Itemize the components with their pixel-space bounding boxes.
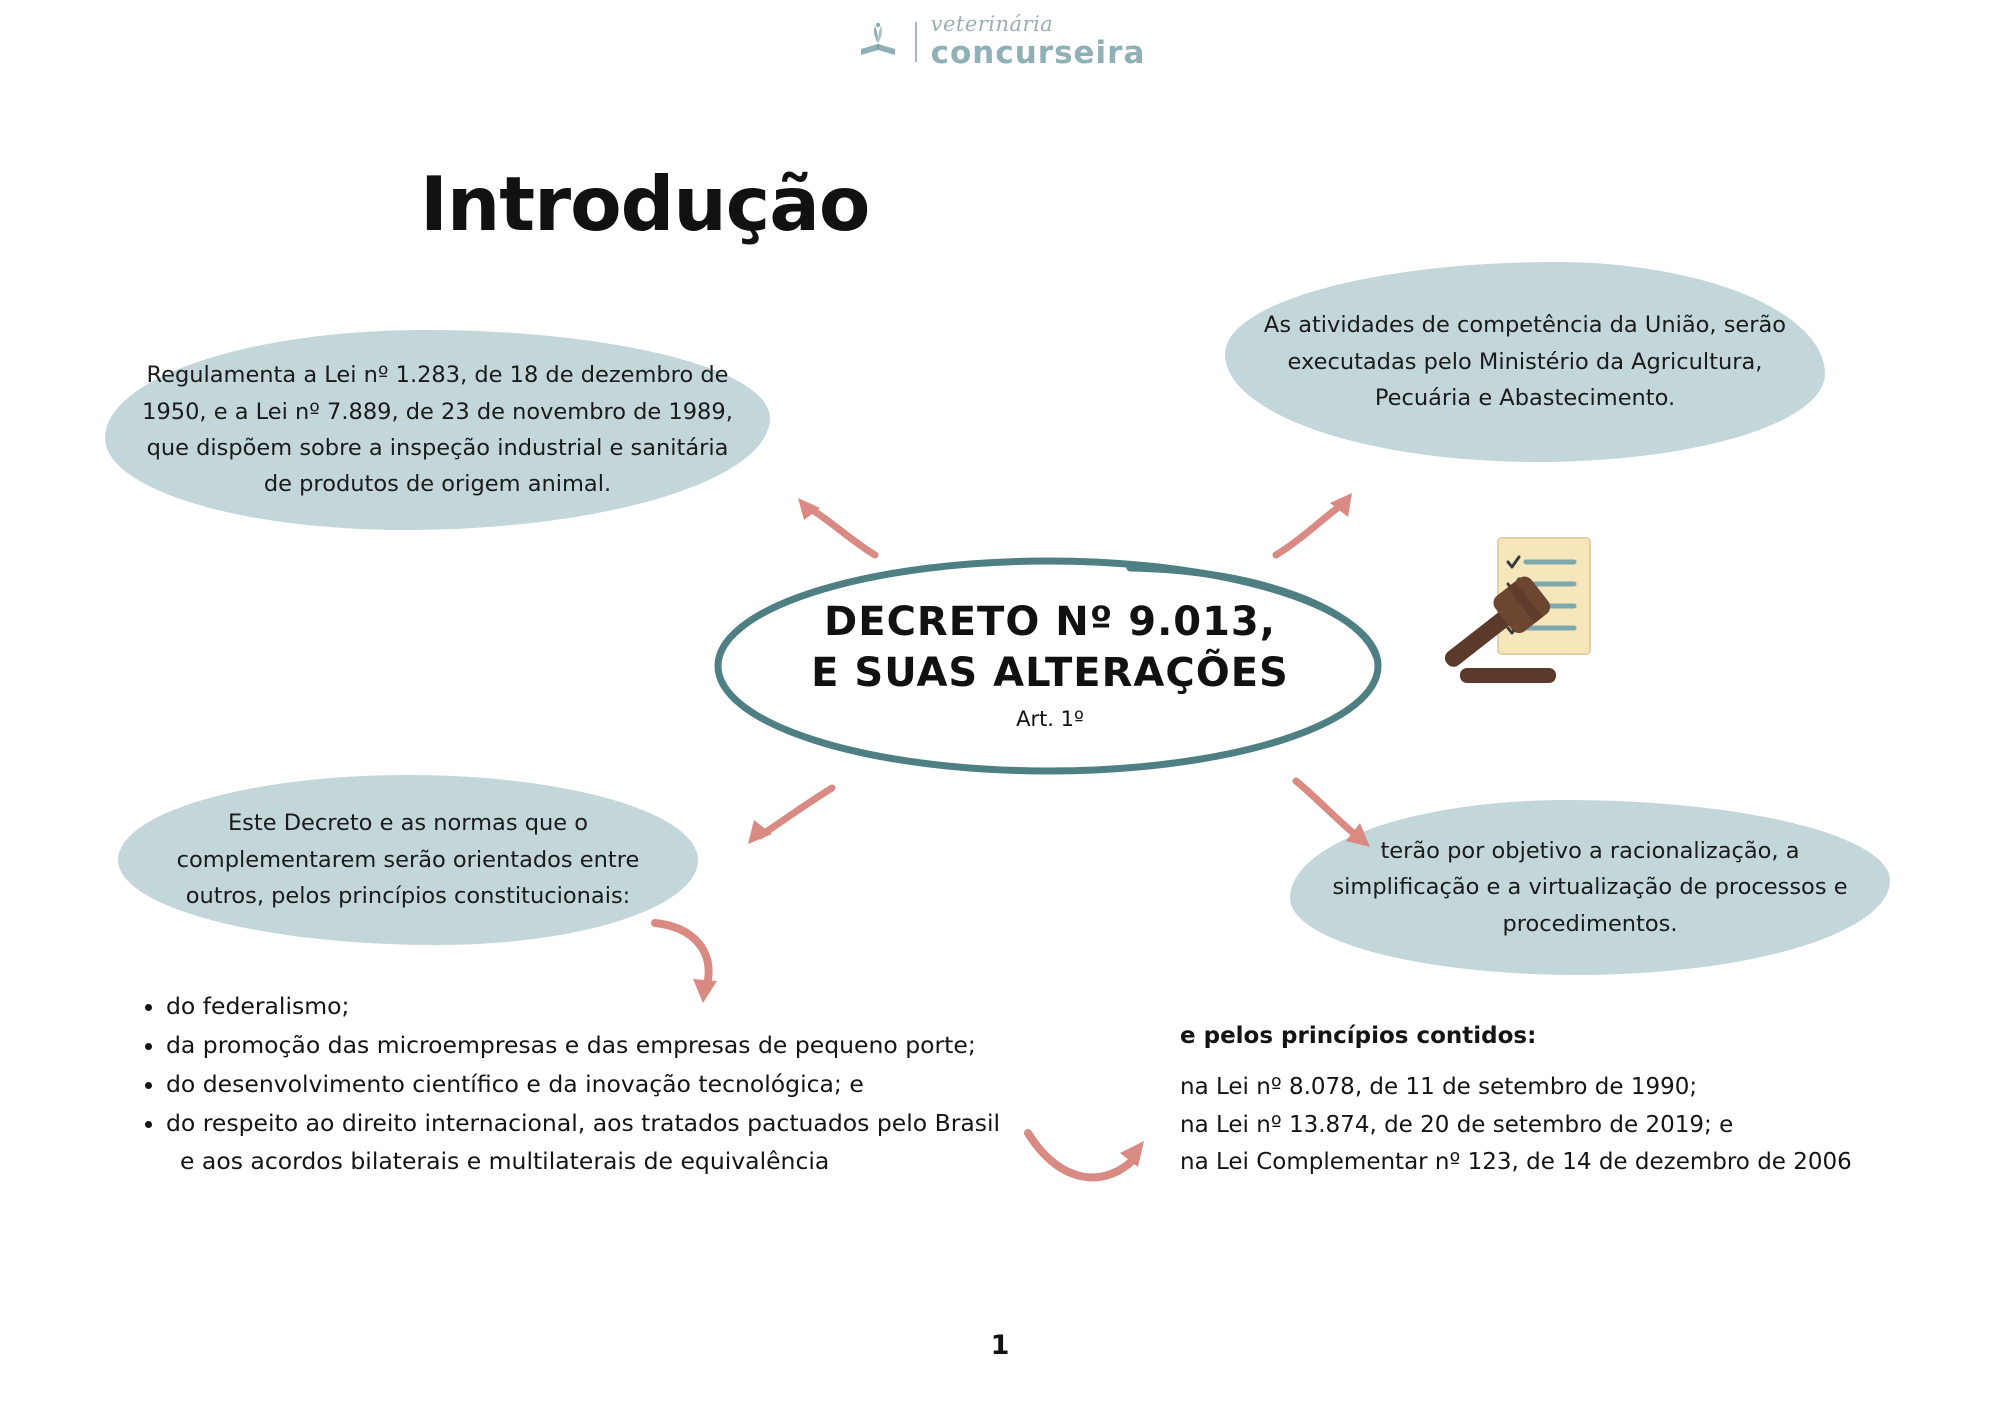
list-item: • da promoção das microempresas e das empresas de pequeno porte; [166, 1027, 1040, 1064]
center-article-label: Art. 1º [1016, 707, 1084, 732]
list-item-text: do respeito ao direito internacional, aos tratados pactuados pelo Brasil [166, 1109, 1001, 1138]
principles-law-line: na Lei Complementar nº 123, de 14 de dezembro de 2006 [1180, 1149, 1852, 1176]
center-title-line1: DECRETO Nº 9.013, [824, 598, 1276, 645]
page-number: 1 [990, 1330, 1010, 1361]
brand-top-text: veterinária [930, 12, 1054, 36]
cloud-competencia-uniao: As atividades de competência da União, serão executadas pelo Ministério da Agricultura, Pecuária e Abastecimento. [1225, 262, 1825, 462]
arrow-to-objetivo-icon [1290, 775, 1385, 855]
brand-divider [915, 22, 917, 62]
book-veterinary-logo-icon [855, 19, 901, 65]
gavel-and-checklist-illustration [1430, 520, 1620, 710]
principles-laws-block [1180, 1020, 1900, 1183]
cloud-principios-constitucionais: Este Decreto e as normas que o complementarem serão orientados entre outros, pelos princípios constitucionais: [118, 775, 698, 945]
arrow-to-principios-icon [740, 780, 840, 855]
cloud-objetivo-racionalizacao: terão por objetivo a racionalização, a simplificação e a virtualização de processos e procedimentos. [1290, 800, 1890, 975]
brand-header [0, 14, 2000, 69]
constitutional-principles-list [140, 988, 1040, 1182]
list-item: • do desenvolvimento científico e da inovação tecnológica; e [166, 1066, 1040, 1103]
arrow-to-uniao-icon [1270, 485, 1360, 560]
center-title-line2: E SUAS ALTERAÇÕES [811, 650, 1289, 696]
list-item-continuation: e aos acordos bilaterais e multilaterais de equivalência [180, 1146, 830, 1175]
list-item: • do federalismo; [166, 988, 1040, 1025]
principles-law-line: na Lei nº 8.078, de 11 de setembro de 1990; [1180, 1074, 1698, 1101]
principles-law-line: na Lei nº 13.874, de 20 de setembro de 2019; e [1180, 1111, 1734, 1138]
list-item [166, 1105, 1040, 1179]
center-ellipse [700, 548, 1400, 780]
principles-lead: e pelos princípios contidos: [1180, 1023, 1537, 1049]
brand-bottom-text: concurseira [930, 35, 1146, 71]
arrow-to-regulamenta-icon [790, 490, 880, 560]
brand-wordmark [931, 14, 1146, 69]
cloud-regulamenta: Regulamenta a Lei nº 1.283, de 18 de dezembro de 1950, e a Lei nº 7.889, de 23 de novembro de 1989, que dispõem sobre a inspeção industrial e sanitária de produtos de origem animal. [105, 330, 770, 530]
page-title: Introdução [420, 160, 870, 248]
